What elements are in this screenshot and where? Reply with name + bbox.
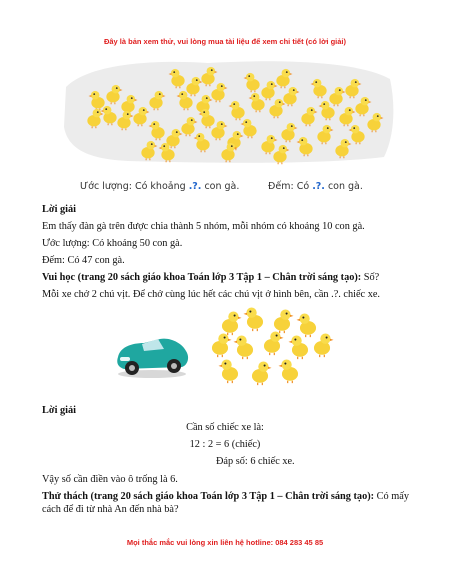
preview-banner: Đây là bản xem thử, vui lòng mua tài liệu để xem chi tiết (có lời giải) <box>103 37 347 46</box>
hotline-footer: Mọi thắc mắc vui lòng xin liên hệ hotline: 084 283 45 85 <box>126 538 324 547</box>
count-caption: Đếm: Có .?. con gà. <box>268 181 363 192</box>
fun-learning-prompt: Mỗi xe chở 2 chú vịt. Để chở cùng lúc hết các chú vịt ở hình bên, cần .?. chiếc xe. <box>42 289 380 300</box>
chick-icon <box>252 362 272 386</box>
chick-icon <box>244 308 264 332</box>
fun-learning-title: Vui học (trang 20 sách giáo khoa Toán lớp 3 Tập 1 – Chân trời sáng tạo): Số? <box>42 272 380 283</box>
ducks-illustration <box>200 301 335 389</box>
car-illustration <box>112 327 192 379</box>
chick-icon <box>314 334 334 358</box>
solution1-line1: Em thấy đàn gà trên được chia thành 5 nhóm, mỗi nhóm có khoảng 10 con gà. <box>42 221 365 232</box>
chick-icon <box>219 360 239 384</box>
solution2-line3: Đáp số: 6 chiếc xe. <box>216 456 295 467</box>
chick-icon <box>274 310 294 334</box>
solution2-heading: Lời giải <box>42 405 77 416</box>
solution1-heading: Lời giải <box>42 204 77 215</box>
challenge-paragraph: Thử thách (trang 20 sách giáo khoa Toán lớp 3 Tập 1 – Chân trời sáng tạo): Có mấy cách để đi từ nhà An đến nhà bà? <box>42 491 409 515</box>
chick-icon <box>212 334 232 358</box>
solution1-line2: Ước lượng: Có khoảng 50 con gà. <box>42 238 183 249</box>
solution2-line4: Vậy số cần điền vào ô trống là 6. <box>42 474 178 485</box>
chick-icon <box>222 312 242 336</box>
solution1-line3: Đếm: Có 47 con gà. <box>42 255 125 266</box>
chick-icon <box>279 360 299 384</box>
chicks-illustration <box>58 57 398 165</box>
chick-icon <box>234 336 254 360</box>
solution2-line2: 12 : 2 = 6 (chiếc) <box>189 439 261 450</box>
solution2-line1: Cần số chiếc xe là: <box>186 422 264 433</box>
chick-icon <box>297 314 317 338</box>
estimate-caption: Ước lượng: Có khoảng .?. con gà. <box>80 181 240 192</box>
chick-icon <box>264 332 284 356</box>
chick-icon <box>289 336 309 360</box>
